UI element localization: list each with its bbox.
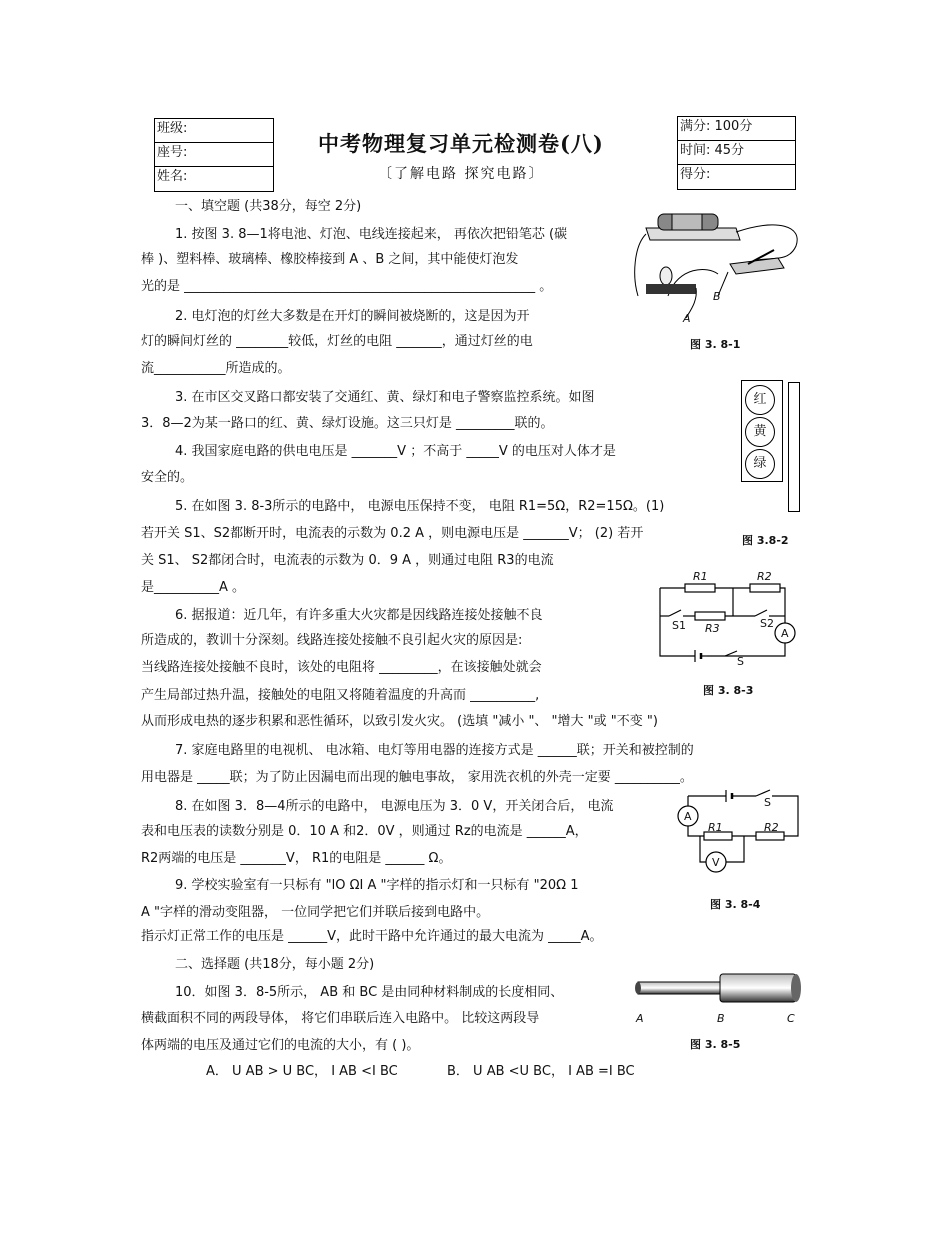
figure-3-8-5-conductor-illustration <box>630 968 810 1008</box>
q7-line2: 用电器是 _____联；为了防止因漏电而出现的触电事故， 家用洗衣机的外壳一定要 __________。 <box>141 770 693 785</box>
q1-line2: 棒 )、塑料棒、玻璃棒、橡胶棒接到 A 、B 之间，其中能使灯泡发 <box>141 252 519 267</box>
figure-3-8-5-caption: 图 3. 8-5 <box>690 1038 741 1051</box>
q2-line1: 2. 电灯泡的灯丝大多数是在开灯的瞬间被烧断的，这是因为开 <box>175 309 530 324</box>
traffic-light-pole <box>788 382 800 512</box>
fig5-label-a: A <box>636 1012 644 1025</box>
fig4-ammeter-label: A <box>684 810 692 823</box>
q10-line3: 体两端的电压及通过它们的电流的大小，有 ( )。 <box>141 1038 420 1053</box>
fig4-s-label: S <box>764 796 771 809</box>
fig3-s-label: S <box>737 655 744 668</box>
section2-heading: 二、选择题 (共18分，每小题 2分) <box>175 957 375 972</box>
page-title: 中考物理复习单元检测卷(八) <box>318 131 604 156</box>
figure-3-8-3-caption: 图 3. 8-3 <box>703 684 754 697</box>
score-field[interactable]: 得分: <box>680 167 711 182</box>
q9-line3: 指示灯正常工作的电压是 ______V，此时干路中允许通过的最大电流为 _____A。 <box>141 929 603 944</box>
fig3-s1-label: S1 <box>672 619 686 632</box>
yellow-light-label: 黄 <box>753 424 767 439</box>
q3-line1: 3. 在市区交叉路口都安装了交通红、黄、绿灯和电子警察监控系统。如图 <box>175 390 595 405</box>
q5-line4: 是__________A 。 <box>141 580 246 595</box>
q5-line3: 关 S1、 S2都闭合时，电流表的示数为 0．9 A ，则通过电阻 R3的电流 <box>141 553 554 568</box>
fig5-label-c: C <box>787 1012 795 1025</box>
q10-option-b[interactable]: B． U AB <U BC， I AB =I BC <box>447 1064 635 1079</box>
figure-3-8-1-caption: 图 3. 8-1 <box>690 338 741 351</box>
green-light <box>745 449 775 479</box>
q10-line2: 横截面积不同的两段导体， 将它们串联后连入电路中。 比较这两段导 <box>141 1011 540 1026</box>
fig4-r1-label: R1 <box>708 821 723 834</box>
fig3-r1-label: R1 <box>693 570 708 583</box>
figure-3-8-4-caption: 图 3. 8-4 <box>710 898 761 911</box>
q1-line1: 1. 按图 3. 8—1将电池、灯泡、电线连接起来， 再依次把铅笔芯 (碳 <box>175 227 568 242</box>
q9-line2: A "字样的滑动变阻器， 一位同学把它们并联后接到电路中。 <box>141 905 490 920</box>
yellow-light <box>745 417 775 447</box>
q9-line1: 9. 学校实验室有一只标有 "lO ΩI A "字样的指示灯和一只标有 "20Ω 1 <box>175 878 579 893</box>
name-field[interactable]: 姓名: <box>157 169 188 184</box>
q2-line3: 流___________所造成的。 <box>141 361 291 376</box>
q4-line2: 安全的。 <box>141 470 194 485</box>
score-info-box <box>677 116 796 190</box>
q6-line4: 产生局部过热升温，接触处的电阻又将随着温度的升高而 __________, <box>141 688 540 703</box>
fig4-voltmeter-label: V <box>712 856 720 869</box>
q1-line3: 光的是 ______________________________________________________ 。 <box>141 279 553 294</box>
fig3-r3-label: R3 <box>705 622 720 635</box>
q7-line1: 7. 家庭电路里的电视机、 电冰箱、电灯等用电器的连接方式是 ______联；开关和被控制的 <box>175 743 694 758</box>
green-light-label: 绿 <box>753 456 767 471</box>
q6-line3: 当线路连接处接触不良时，该处的电阻将 _________，在该接触处就会 <box>141 660 542 675</box>
q2-line2: 灯的瞬间灯丝的 ________较低，灯丝的电阻 _______，通过灯丝的电 <box>141 334 533 349</box>
q8-line2: 表和电压表的读数分别是 0．10 A 和2．0V ，则通过 Rz的电流是 ______A， <box>141 824 588 839</box>
fig3-s2-label: S2 <box>760 617 774 630</box>
full-score: 满分: 100分 <box>678 117 795 141</box>
page-subtitle: 〔了解电路 探究电路〕 <box>378 166 545 182</box>
q5-line1: 5. 在如图 3. 8-3所示的电路中， 电源电压保持不变， 电阻 R1=5Ω，R2=15Ω。(1) <box>175 499 665 514</box>
q8-line3: R2两端的电压是 _______V， R1的电阻是 ______ Ω。 <box>141 851 452 866</box>
figure-3-8-2-caption: 图 3.8-2 <box>742 534 789 547</box>
q6-line1: 6. 据报道：近几年，有许多重大火灾都是因线路连接处接触不良 <box>175 608 543 623</box>
figure-3-8-1-label-b: B <box>713 290 721 303</box>
q6-line5: 从而形成电热的逐步积累和恶性循环，以致引发火灾。 (选填 "减小 "、 "增大 "或 "不变 ") <box>141 714 658 729</box>
q10-option-a[interactable]: A． U AB > U BC， I AB <I BC <box>206 1064 398 1079</box>
q3-line2: 3．8—2为某一路口的红、黄、绿灯设施。这三只灯是 _________联的。 <box>141 416 554 431</box>
fig3-r2-label: R2 <box>757 570 772 583</box>
q6-line2: 所造成的，教训十分深刻。线路连接处接触不良引起火灾的原因是: <box>141 633 523 648</box>
fig4-r2-label: R2 <box>764 821 779 834</box>
seat-field[interactable]: 座号: <box>155 143 273 167</box>
figure-3-8-1-label-a: A <box>683 312 691 325</box>
q4-line1: 4. 我国家庭电路的供电电压是 _______V ；不高于 _____V 的电压对人体才是 <box>175 444 616 459</box>
red-light-label: 红 <box>753 392 767 407</box>
red-light <box>745 385 775 415</box>
time-limit: 时间: 45分 <box>678 141 795 165</box>
q8-line1: 8. 在如图 3．8—4所示的电路中， 电源电压为 3．0 V，开关闭合后， 电流 <box>175 799 614 814</box>
q5-line2: 若开关 S1、S2都断开时，电流表的示数为 0.2 A ，则电源电压是 _______V； (2) 若开 <box>141 526 644 541</box>
student-info-box <box>154 118 274 192</box>
fig5-label-b: B <box>717 1012 725 1025</box>
figure-3-8-4-circuit-diagram <box>674 788 804 880</box>
q10-line1: 10．如图 3．8-5所示， AB 和 BC 是由同种材料制成的长度相同、 <box>175 985 564 1000</box>
class-field[interactable]: 班级: <box>155 119 273 143</box>
figure-3-8-1-circuit-illustration <box>628 206 808 326</box>
fig3-ammeter-label: A <box>781 627 789 640</box>
section1-heading: 一、填空题 (共38分，每空 2分) <box>175 199 362 214</box>
